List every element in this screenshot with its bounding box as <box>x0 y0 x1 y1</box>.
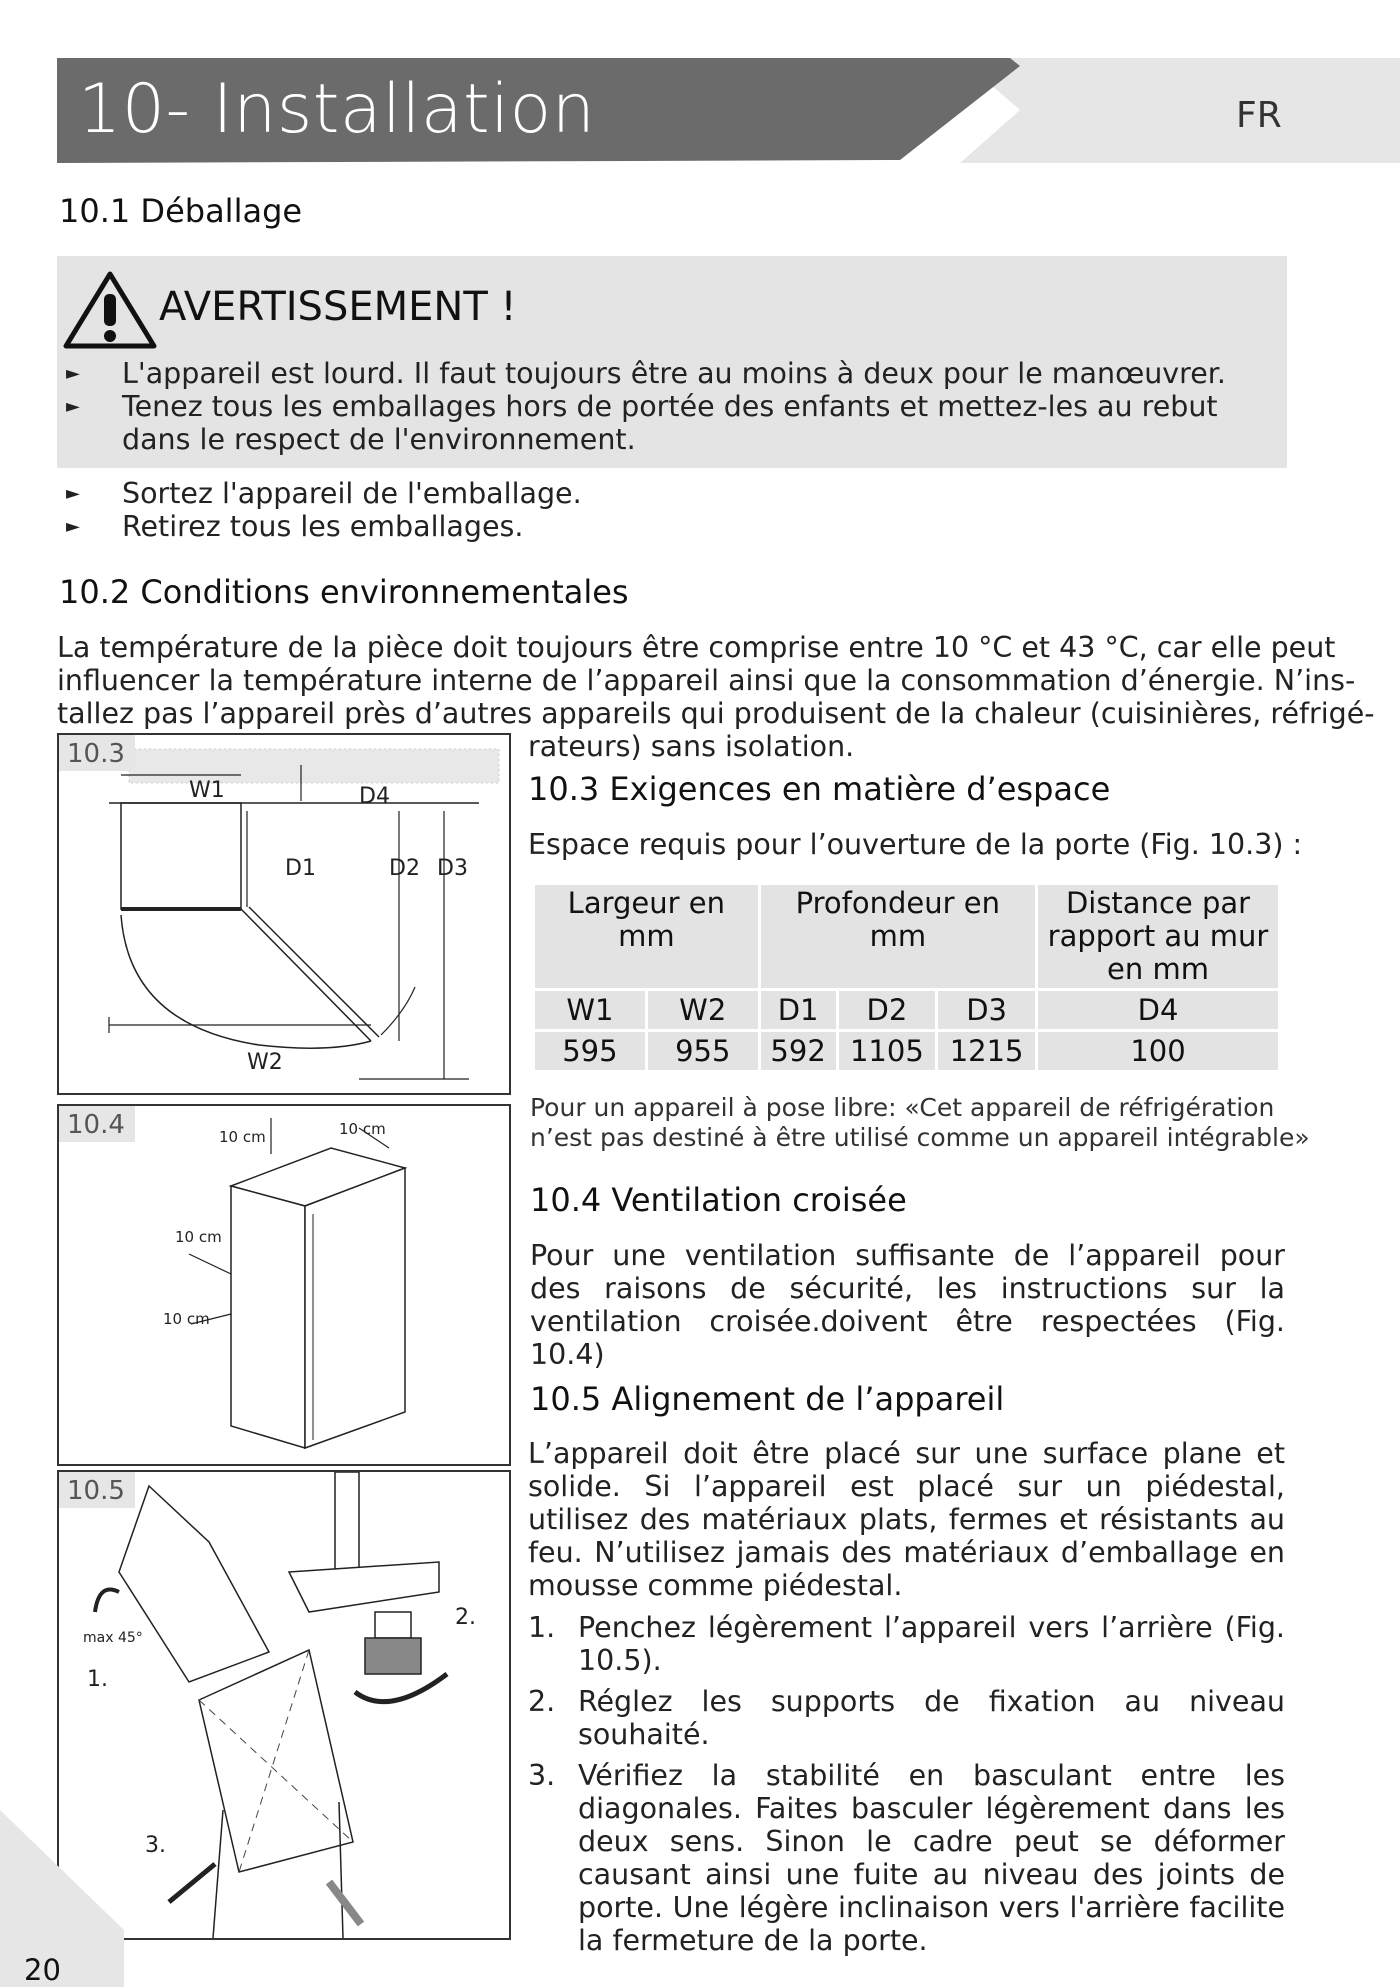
table-header-depth: Profondeur en mm <box>761 885 1035 988</box>
d2-label: D2 <box>389 856 420 881</box>
figure-10-3 <box>57 733 511 1095</box>
bullet-arrow-icon: ► <box>66 516 80 537</box>
section-heading-alignment: 10.5 Alignement de l’appareil <box>530 1380 1005 1418</box>
table-col-d2: D2 <box>839 991 936 1029</box>
ventilation-diagram <box>59 1106 509 1464</box>
table-cell: 1105 <box>839 1032 936 1070</box>
warning-item: ► Tenez tous les emballages hors de portée des enfants et mettez-les au rebut dans le respect de l'environnement. <box>66 390 1218 456</box>
table-col-d4: D4 <box>1038 991 1278 1029</box>
section-heading-unpacking: 10.1 Déballage <box>59 192 303 230</box>
chapter-title: 10- Installation <box>78 70 596 149</box>
alignment-steps <box>528 1611 1285 1957</box>
table-header-width: Largeur en mm <box>535 885 758 988</box>
table-cell: 1215 <box>938 1032 1035 1070</box>
freestanding-note: Pour un appareil à pose libre: «Cet appareil de réfrigération n’est pas destiné à être utilisé comme un appareil intégrable» <box>530 1093 1310 1152</box>
table-col-d3: D3 <box>938 991 1035 1029</box>
page-number: 20 <box>24 1953 61 1987</box>
table-cell: 100 <box>1038 1032 1278 1070</box>
list-item: 3. Vérifiez la stabilité en basculant entre les diagonales. Faites basculer légèrement dans les deux sens. Sinon le cadre peut se déformer causant ainsi une fuite au niveau des joints de porte. Une légère inclinaison vers l'arrière facilite la fermeture de la porte. <box>528 1759 1285 1957</box>
table-cell: 595 <box>535 1032 645 1070</box>
section-heading-space: 10.3 Exigences en matière d’espace <box>528 770 1111 808</box>
table-cell: 592 <box>761 1032 836 1070</box>
alignment-text: L’appareil doit être placé sur une surface plane et solide. Si l’appareil est placé sur un piédestal, utilisez des matériaux plats, fermes et résistants au feu. N’utilisez jamais des matériaux d’emballage en mousse comme piédestal. <box>528 1437 1285 1602</box>
figure-label: 10.3 <box>59 735 135 771</box>
space-intro: Espace requis pour l’ouverture de la porte (Fig. 10.3) : <box>528 828 1303 861</box>
table-header-distance: Distance par rapport au mur en mm <box>1038 885 1278 988</box>
figure-label: 10.5 <box>59 1472 135 1508</box>
bullet-arrow-icon: ► <box>66 363 80 384</box>
space-requirements-table <box>532 882 1281 1073</box>
list-item: 1. Penchez légèrement l’appareil vers l’arrière (Fig. 10.5). <box>528 1611 1285 1677</box>
clearance-label-side-lower: 10 cm <box>163 1310 210 1328</box>
clearance-label-top: 10 cm <box>219 1128 266 1146</box>
table-col-w1: W1 <box>535 991 645 1029</box>
d1-label: D1 <box>285 856 316 881</box>
environment-text-tail: rateurs) sans isolation. <box>528 730 855 763</box>
d4-label: D4 <box>359 784 390 809</box>
step1-label: 1. <box>87 1667 108 1692</box>
ventilation-text: Pour une ventilation suffisante de l’appareil pour des raisons de sécurité, les instructions sur la ventilation croisée.doivent être respectées (Fig. 10.4) <box>530 1239 1285 1371</box>
bullet-arrow-icon: ► <box>66 483 80 504</box>
figure-label: 10.4 <box>59 1106 135 1142</box>
language-tag: FR <box>1236 95 1282 136</box>
clearance-label-back: 10 cm <box>339 1120 386 1138</box>
list-item: 2. Réglez les supports de fixation au niveau souhaité. <box>528 1685 1285 1751</box>
d3-label: D3 <box>437 856 468 881</box>
door-clearance-diagram <box>59 735 509 1093</box>
figure-10-4 <box>57 1104 511 1466</box>
clearance-label-side-upper: 10 cm <box>175 1228 222 1246</box>
section-heading-environment: 10.2 Conditions environnementales <box>59 573 629 611</box>
section-heading-ventilation: 10.4 Ventilation croisée <box>530 1181 907 1219</box>
environment-text: La température de la pièce doit toujours être comprise entre 10 °C et 43 °C, car elle peut influencer la température interne de l’appareil ainsi que la consommation d’énergie. N’ins- tallez pas l’appareil près d’autres appareils qui produisent de la chaleur (cuisinières, réfrigé- <box>57 631 1375 730</box>
table-col-w2: W2 <box>648 991 758 1029</box>
warning-title: AVERTISSEMENT ! <box>159 284 517 330</box>
warning-triangle-icon <box>62 270 158 350</box>
table-col-d1: D1 <box>761 991 836 1029</box>
tilt-label: max 45° <box>83 1630 143 1646</box>
w1-label: W1 <box>189 778 225 803</box>
bullet-arrow-icon: ► <box>66 396 80 417</box>
footer-corner-decoration <box>0 1810 130 1987</box>
table-cell: 955 <box>648 1032 758 1070</box>
w2-label: W2 <box>247 1050 283 1075</box>
step2-label: 2. <box>455 1605 476 1630</box>
step3-label: 3. <box>145 1833 166 1858</box>
